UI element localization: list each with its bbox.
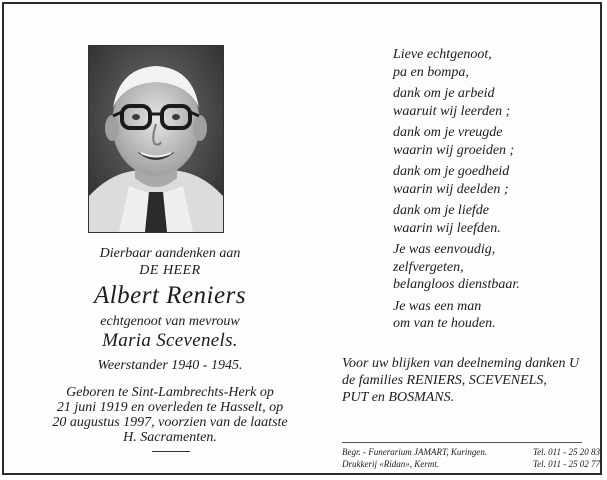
footer-divider (342, 442, 582, 443)
memorial-card (2, 2, 602, 475)
spouse-name: Maria Scevenels. (102, 330, 238, 351)
thanks-line: PUT en BOSMANS. (342, 390, 455, 405)
poem-line: dank om je goedheid (393, 164, 510, 179)
poem-stanza (393, 241, 593, 294)
poem-stanza (393, 298, 593, 333)
poem-line: dank om je arbeid (393, 86, 495, 101)
poem-line: Je was een man (393, 298, 482, 314)
footer-credits (342, 446, 600, 470)
poem-line: pa en bompa, (393, 64, 469, 80)
memorial-intro: Dierbaar aandenken aan (99, 246, 241, 261)
deceased-name: Albert Reniers (93, 282, 247, 309)
printer: Drukkerij «Ridan», Kermt. (342, 459, 439, 469)
poem-stanza (393, 85, 593, 120)
poem-line: om van te houden. (393, 316, 496, 331)
thanks-line: de families RENIERS, SCEVENELS, (342, 373, 547, 388)
birth-death-line: H. Sacramenten. (123, 430, 217, 445)
poem-line: waarin wij deelden ; (393, 181, 509, 197)
poem-stanza (393, 124, 593, 159)
birth-death-details (34, 385, 306, 445)
birth-death-line: 21 juni 1919 en overleden te Hasselt, op (56, 400, 284, 415)
poem-line: dank om je liefde (393, 203, 490, 218)
funeral-home: Begr. - Funerarium JAMART, Kuringen. (342, 447, 488, 457)
thanks-line: Voor uw blijken van deelneming danken U (342, 356, 580, 371)
birth-death-line: Geboren te Sint-Lambrechts-Herk op (66, 385, 274, 400)
poem-stanza (393, 163, 593, 198)
poem (393, 46, 593, 337)
honorific-title: DE HEER (139, 263, 201, 278)
poem-line: zelfvergeten, (393, 259, 464, 275)
divider (152, 451, 190, 452)
funeral-home-row (342, 446, 600, 458)
funeral-home-phone: Tel. 011 - 25 20 83 (532, 447, 600, 457)
poem-line: Je was eenvoudig, (393, 242, 496, 257)
poem-line: waarin wij leefden. (393, 220, 501, 236)
printer-row (342, 458, 600, 470)
poem-stanza (393, 46, 593, 81)
poem-stanza (393, 202, 593, 237)
spouse-intro: echtgenoot van mevrouw (100, 314, 240, 329)
poem-line: dank om je vreugde (393, 125, 503, 140)
portrait-photo (88, 45, 224, 233)
poem-line: Lieve echtgenoot, (393, 47, 492, 62)
poem-line: waarin wij groeiden ; (393, 142, 515, 158)
printer-phone: Tel. 011 - 25 02 77 (532, 459, 600, 469)
resistance-years: Weerstander 1940 - 1945. (97, 358, 243, 373)
birth-death-line: 20 augustus 1997, voorzien van de laatste (52, 415, 288, 430)
poem-line: belangloos dienstbaar. (393, 277, 520, 292)
poem-line: waaruit wij leerden ; (393, 103, 511, 119)
thanks-message (342, 355, 597, 406)
